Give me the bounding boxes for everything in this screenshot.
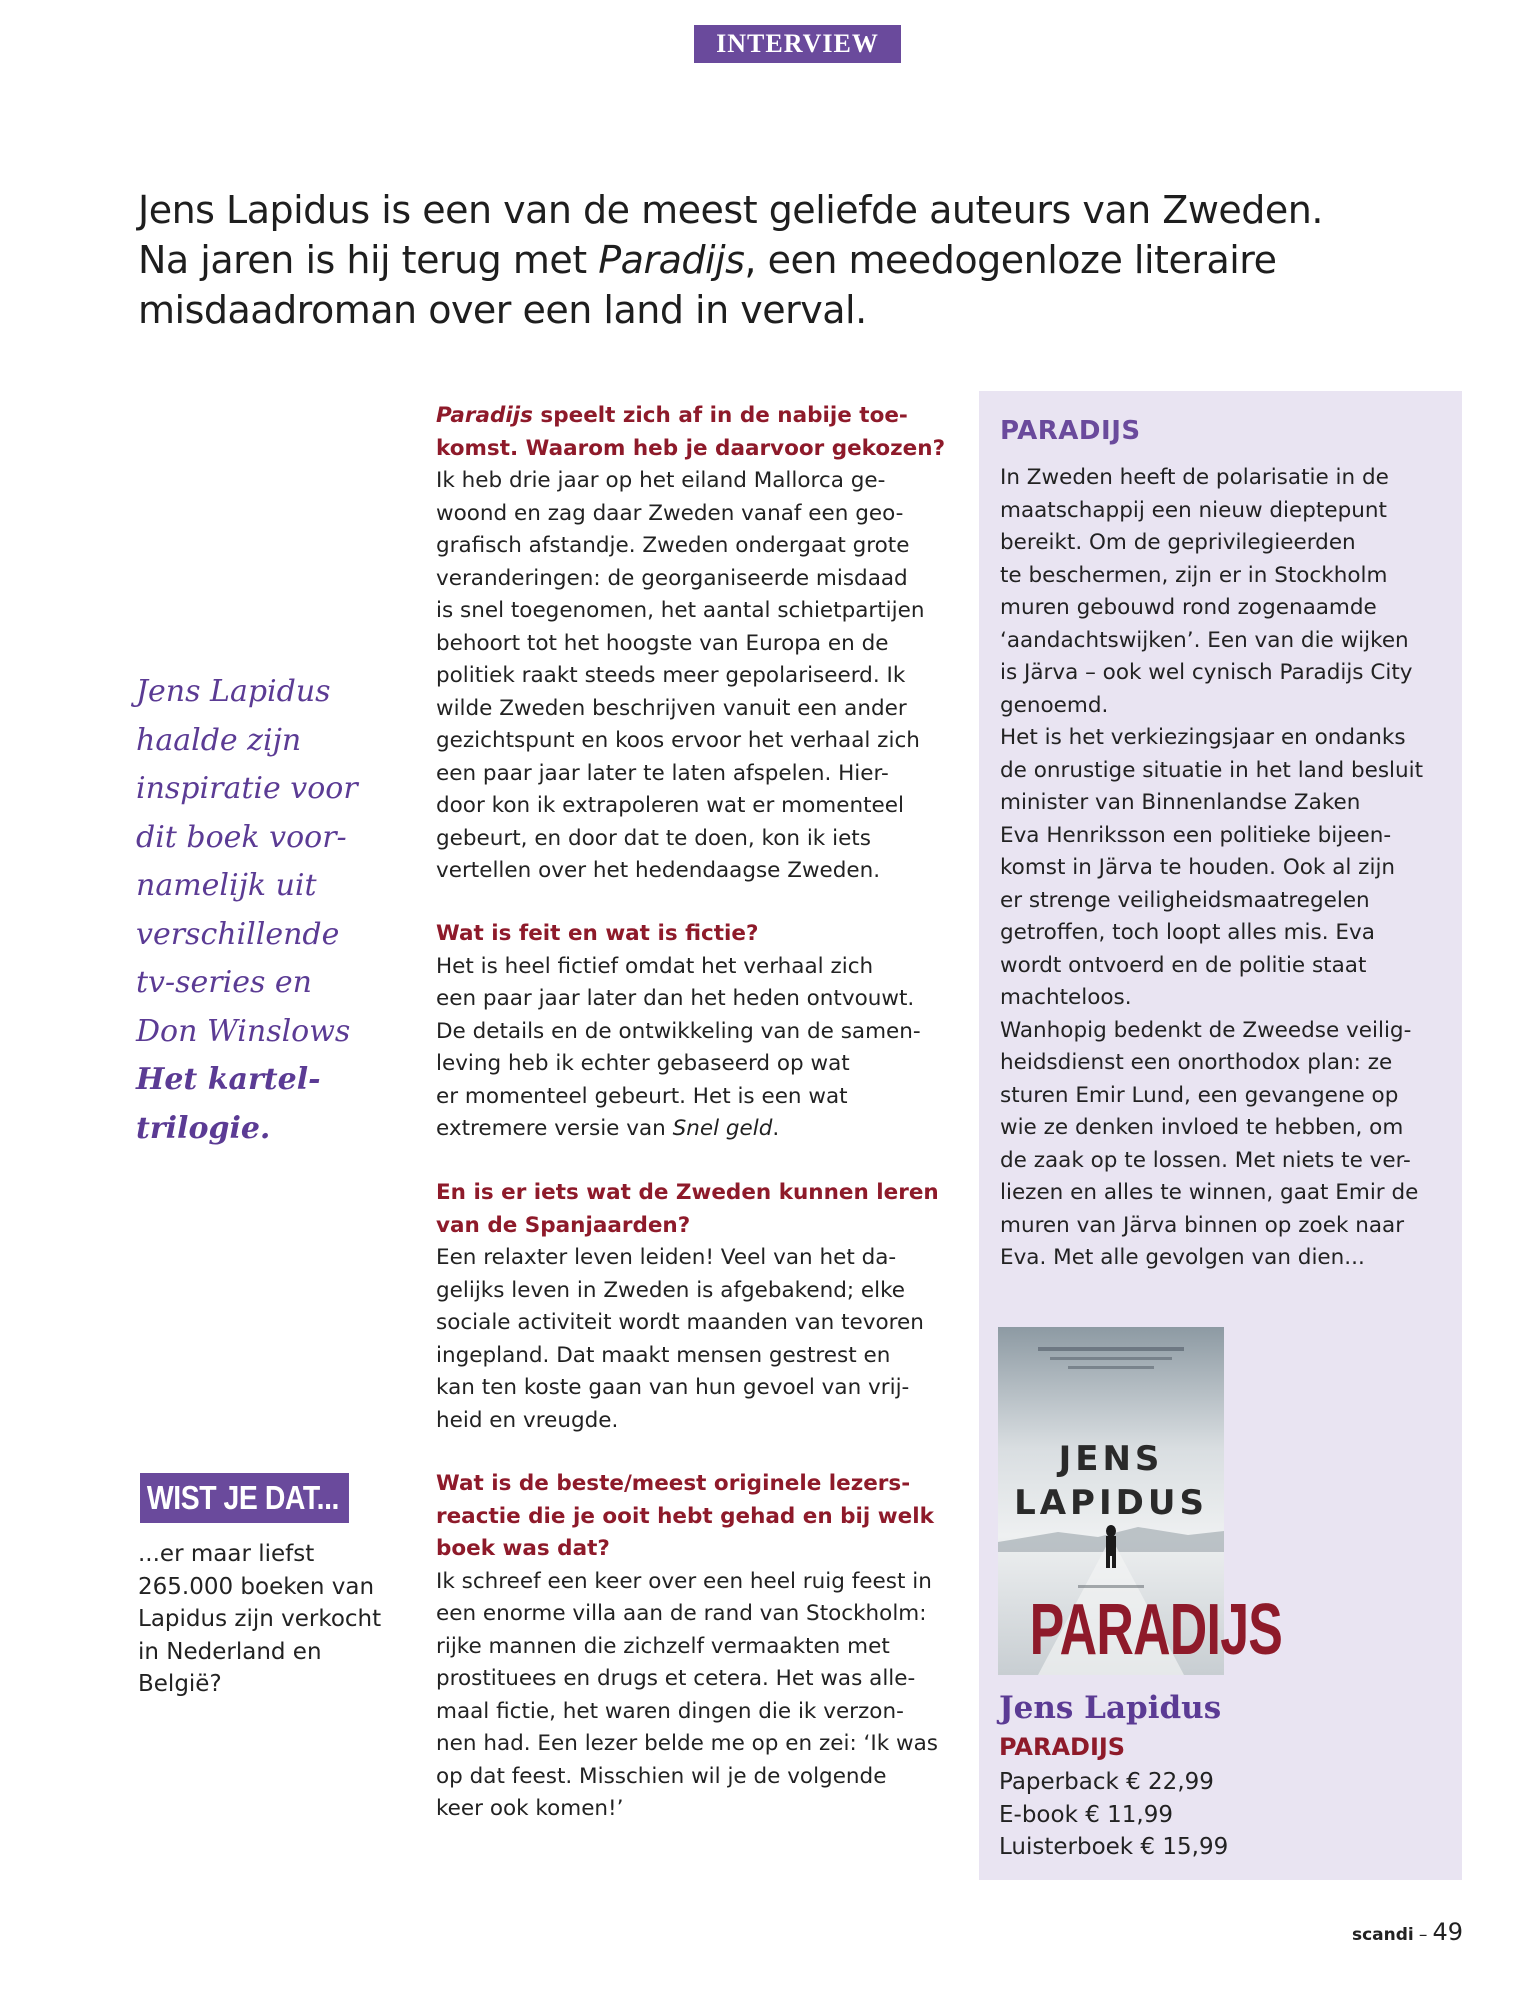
sidebar-line: maatschappij een nieuw dieptepunt [1000, 497, 1387, 523]
sidebar-line: Eva. Met alle gevolgen van dien... [1000, 1245, 1365, 1270]
book-title: PARADIJS [999, 1733, 1126, 1761]
quote-line: verschillende [136, 916, 340, 952]
sidebar-line: Wanhopig bedenkt de Zweedse veilig- [1000, 1017, 1412, 1043]
sidebar-line: heidsdienst een onorthodox plan: ze [1000, 1050, 1393, 1075]
question-italic: Paradijs [436, 403, 533, 428]
answer-line: Een relaxter leven leiden! Veel van het da- [436, 1245, 897, 1270]
answer-line: maal fictie, het waren dingen die ik verzon- [436, 1698, 904, 1724]
answer-line: is snel toegenomen, het aantal schietpartijen [436, 598, 925, 623]
question-text: Wat is feit en wat is fictie? [436, 921, 759, 946]
answer-line: rijke mannen die zichzelf vermaakten met [436, 1633, 890, 1659]
sidebar-line: genoemd. [1000, 692, 1109, 718]
answer-line: grafisch afstandje. Zweden ondergaat grote [436, 533, 910, 558]
footer-separator: – [1418, 1925, 1428, 1945]
answer-line: op dat feest. Misschien wil je de volgende [436, 1763, 887, 1789]
sidebar-line: Het is het verkiezingsjaar en ondanks [1000, 725, 1406, 750]
intro-line: Jens Lapidus is een van de meest geliefde auteurs van Zweden. [138, 188, 1323, 232]
sidebar-line: de zaak op te lossen. Met niets te ver- [1000, 1147, 1411, 1173]
price-paperback: Paperback € 22,99 [999, 1769, 1214, 1795]
answer-line: kan ten koste gaan van hun gevoel van vrij- [436, 1375, 910, 1400]
answer-line: door kon ik extrapoleren wat er momenteel [436, 793, 904, 818]
sidebar-line: te beschermen, zijn er in Stockholm [1000, 562, 1388, 588]
question-line [436, 400, 945, 433]
page-footer [1352, 1918, 1463, 1946]
section-tag: INTERVIEW [694, 25, 901, 63]
answer-line: heid en vreugde. [436, 1407, 619, 1433]
answer-line: er momenteel gebeurt. Het is een wat [436, 1083, 848, 1109]
question-line [436, 1501, 938, 1534]
price-ebook: E-book € 11,99 [999, 1801, 1173, 1828]
answer-line: sociale activiteit wordt maanden van tevoren [436, 1310, 924, 1335]
answer-line: een enorme villa aan de rand van Stockholm: [436, 1601, 927, 1626]
sidebar-line: de onrustige situatie in het land besluit [1000, 757, 1424, 783]
sidebar-line: getroffen, toch loopt alles mis. Eva [1000, 920, 1375, 945]
sidebar-line: Eva Henriksson een politieke bijeen- [1000, 822, 1392, 848]
question-line [436, 1210, 939, 1243]
sidebar-line: komst in Järva te houden. Ook al zijn [1000, 855, 1396, 880]
sidebar-line: muren gebouwd rond zogenaamde [1000, 595, 1377, 620]
sidebar-line: er strenge veiligheidsmaatregelen [1000, 887, 1370, 913]
question-text: Wat is de beste/meest originele lezers- [436, 1471, 911, 1496]
wist-line: ...er maar liefst [138, 1541, 315, 1567]
question-text: komst. Waarom heb je daarvoor gekozen? [436, 435, 946, 461]
sidebar-synopsis [1000, 462, 1450, 1275]
answer-line: Het is heel fictief omdat het verhaal zich [436, 953, 874, 979]
answer-line: extremere versie van Snel geld. [436, 1116, 780, 1141]
sidebar-line: ‘aandachtswijken’. Een van die wijken [1000, 627, 1409, 653]
sidebar-line: sturen Emir Lund, een gevangene op [1000, 1082, 1399, 1108]
wist-je-dat-title: WIST JE DAT... [140, 1473, 349, 1523]
question-text: van de Spanjaarden? [436, 1212, 691, 1238]
question-line [436, 918, 921, 951]
answer-line: een paar jaar later te laten afspelen. Hier- [436, 760, 889, 786]
question-text: En is er iets wat de Zweden kunnen leren [436, 1180, 939, 1205]
sidebar-title: PARADIJS [1000, 416, 1141, 446]
qa-block [436, 1177, 939, 1437]
wist-line: 265.000 boeken van [138, 1573, 375, 1600]
question-text: reactie die je ooit hebt gehad en bij welk [436, 1503, 934, 1529]
answer-line: nen had. Een lezer belde me op en zei: ‘Ik was [436, 1731, 938, 1756]
sidebar-line: In Zweden heeft de polarisatie in de [1000, 465, 1389, 490]
cover-title: PARADIJS [1029, 1590, 1283, 1670]
quote-line: haalde zijn [136, 722, 302, 758]
sidebar-line: liezen en alles te winnen, gaat Emir de [1000, 1180, 1419, 1205]
question-line [436, 1533, 938, 1566]
answer-line: gezichtspunt en koos ervoor het verhaal zich [436, 728, 920, 753]
wist-line: Lapidus zijn verkocht [138, 1606, 382, 1632]
answer-line: De details en de ontwikkeling van de samen- [436, 1018, 921, 1044]
sidebar-line: wie ze denken invloed te hebben, om [1000, 1115, 1404, 1140]
sidebar-line: minister van Binnenlandse Zaken [1000, 790, 1361, 815]
quote-line: tv-series en [136, 965, 312, 1000]
quote-line: Jens Lapidus [136, 674, 331, 709]
answer-line: politiek raakt steeds meer gepolariseerd. Ik [436, 663, 906, 688]
sidebar-line: machteloos. [1000, 985, 1132, 1010]
sidebar-line: is Järva – ook wel cynisch Paradijs City [1000, 660, 1413, 685]
answer-line: ingepland. Dat maakt mensen gestrest en [436, 1342, 891, 1368]
quote-line: Don Winslows [136, 1013, 351, 1049]
answer-line: leving heb ik echter gebaseerd op wat [436, 1051, 850, 1076]
book-prices [999, 1766, 1228, 1864]
quote-line: inspiratie voor [136, 771, 358, 806]
intro-line: misdaadroman over een land in verval. [138, 288, 867, 332]
answer-line: keer ook komen!’ [436, 1796, 624, 1821]
question-text: boek was dat? [436, 1536, 610, 1561]
page-number: 49 [1432, 1918, 1463, 1946]
qa-block [436, 918, 921, 1146]
answer-line: gebeurt, en door dat te doen, kon ik iets [436, 825, 871, 851]
magazine-name: scandi [1351, 1925, 1414, 1945]
answer-line: vertellen over het hedendaagse Zweden. [436, 858, 881, 883]
wist-line: België? [138, 1671, 222, 1697]
answer-line: wilde Zweden beschrijven vanuit een ander [436, 695, 907, 721]
book-cover [998, 1327, 1283, 1675]
question-line [436, 1468, 938, 1501]
wist-je-dat-body [138, 1538, 398, 1701]
cover-author [998, 1437, 1224, 1525]
intro-italic: Paradijs [598, 238, 745, 282]
answer-line: behoort tot het hoogste van Europa en de [436, 630, 889, 656]
qa-block [436, 400, 945, 888]
question-line [436, 433, 945, 466]
quote-line: namelijk uit [136, 868, 317, 903]
sidebar-line: bereikt. Om de geprivilegieerden [1000, 530, 1356, 555]
answer-line: prostituees en drugs et cetera. Het was alle- [436, 1666, 916, 1691]
quote-line: trilogie. [136, 1110, 271, 1146]
answer-line: Ik heb drie jaar op het eiland Mallorca ge- [436, 468, 886, 493]
sidebar-line: muren van Järva binnen op zoek naar [1000, 1212, 1405, 1238]
sidebar-line: wordt ontvoerd en de politie staat [1000, 952, 1367, 978]
cover-author-first: JENS [1058, 1439, 1164, 1479]
intro-lead [138, 185, 1418, 335]
qa-block [436, 1468, 938, 1826]
question-text: speelt zich af in de nabije toe- [532, 403, 908, 428]
price-audiobook: Luisterboek € 15,99 [999, 1834, 1229, 1860]
quote-line: dit boek voor- [136, 819, 347, 855]
answer-line: een paar jaar later dan het heden ontvouwt. [436, 986, 915, 1011]
quote-line: Het kartel- [136, 1062, 321, 1097]
answer-line: gelijks leven in Zweden is afgebakend; elke [436, 1277, 906, 1303]
intro-line: Na jaren is hij terug met Paradijs, een meedogenloze literaire [138, 238, 1277, 282]
wist-line: in Nederland en [138, 1638, 322, 1665]
pull-quote [136, 668, 396, 1153]
answer-line: veranderingen: de georganiseerde misdaad [436, 565, 908, 591]
answer-line: Ik schreef een keer over een heel ruig feest in [436, 1568, 932, 1594]
cover-author-last: LAPIDUS [1014, 1483, 1208, 1523]
book-author: Jens Lapidus [999, 1690, 1222, 1726]
question-line [436, 1177, 939, 1210]
answer-line: woond en zag daar Zweden vanaf een geo- [436, 500, 904, 526]
